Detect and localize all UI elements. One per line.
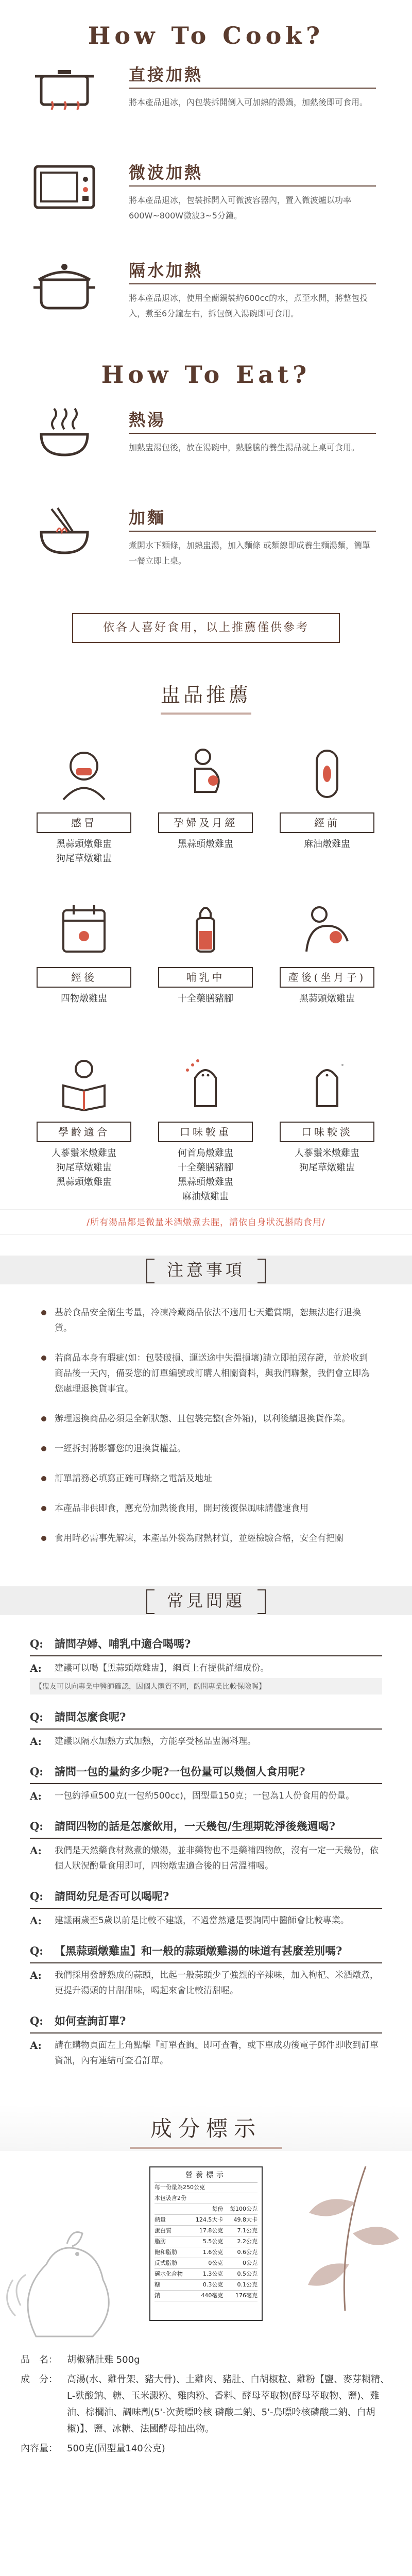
nutrition-area [0, 2161, 412, 2347]
rooster-illustration-icon [5, 2202, 129, 2347]
recommend-tag: 經後 [37, 967, 131, 988]
recommend-cell [145, 745, 266, 879]
faq-question: 請問孕婦、哺乳中適合喝嗎? [55, 1637, 191, 1650]
recommend-item: 狗尾草燉雞盅 [56, 1162, 112, 1173]
recommend-cell [266, 1055, 388, 1189]
nutrition-header: 每份 每100公克 [154, 2204, 258, 2215]
faq-question: 請問一包的量約多少呢?一包份量可以幾個人食用呢? [55, 1765, 305, 1778]
q-label: Q: [30, 1765, 44, 1778]
recommend-tag: 口味較重 [158, 1122, 253, 1142]
q-label: Q: [30, 1890, 44, 1903]
nutrition-table [149, 2166, 263, 2321]
q-label: Q: [30, 1944, 44, 1957]
soup-bowl-icon [31, 406, 98, 463]
divider [129, 531, 376, 532]
nutrition-row: 糖 0.3公克 0.1公克 [154, 2280, 258, 2291]
faq-item [30, 1709, 382, 1749]
notice-item: 辦理退換商品必須是全新狀態、且包裝完整(含外箱)，以利後續退換貨作業。 [41, 1411, 376, 1427]
nutrition-row: 反式脂肪 0公克 0公克 [154, 2258, 258, 2269]
pregnant-woman-icon [177, 745, 234, 802]
recommend-item: 四物燉雞盅 [61, 993, 107, 1004]
method-title: 直接加熱 [129, 65, 203, 84]
faq-answer: 我們是天然藥食材熬煮的燉湯，並非藥物也不是藥補四物飲，沒有一定一天幾份，依個人狀況酌量食用即可，四物燉盅適合後的日常溫補喝。 [55, 1845, 379, 1871]
notice-item: 本產品非供即食，應充份加熱後食用，開封後復保風味請儘速食用 [41, 1501, 376, 1516]
nutrition-serving: 每一份量為250公克 [154, 2184, 205, 2191]
a-label: A: [30, 1662, 42, 1674]
a-label: A: [30, 1735, 42, 1748]
nutrition-servings: 本包裝含2份 [154, 2195, 186, 2201]
recommend-cell [266, 900, 388, 1034]
baby-bottle-icon [177, 900, 234, 957]
recommend-item: 麻油燉雞盅 [182, 1191, 229, 1202]
eat-method-noodle [0, 500, 412, 598]
a-label: A: [30, 1790, 42, 1802]
mother-baby-icon [299, 900, 355, 957]
notice-title: 注意事項 [146, 1259, 266, 1281]
method-title: 隔水加熱 [129, 261, 203, 280]
recommend-cell [23, 745, 145, 879]
faq-answer: 建議以隔水加熱方式加熱，方能享受極品盅湯料理。 [55, 1736, 256, 1747]
cook-method-direct [0, 57, 412, 155]
method-text: 將本產品退冰，包裝拆開入可微波容器內，置入微波爐以功率600W~800W微波3~5分鐘。 [129, 195, 352, 221]
divider [30, 1838, 382, 1839]
rice-wine-warning: /所有湯品都是微量米酒燉煮去腥，請依自身狀況斟酌食用/ [0, 1209, 412, 1235]
recommend-item: 黑蒜頭燉雞盅 [56, 839, 112, 850]
faq-hint: 【盅友可以向專業中醫師確認，因個人體質不同，酌問專業比較保險喔】 [30, 1678, 382, 1694]
nutrition-row: 脂肪 5.5公克 2.2公克 [154, 2236, 258, 2247]
faq-answer: 一包約淨重500克(一包約500cc)，固型量150克；一包為1人份食用的份量。 [55, 1791, 355, 1801]
divider [30, 1655, 382, 1656]
recommend-title: 盅品推薦 [161, 679, 251, 715]
faq-question: 【黑蒜頭燉雞盅】和一般的蒜頭燉雞湯的味道有甚麼差別嗎? [55, 1944, 342, 1957]
recommend-item: 何首烏燉雞盅 [178, 1148, 233, 1159]
steam-pot-icon [31, 257, 98, 313]
faq-question: 請問幼兒是否可以喝呢? [55, 1890, 169, 1903]
divider [30, 1908, 382, 1909]
recommend-tag: 產後(坐月子) [280, 967, 374, 988]
recommend-tag: 經前 [280, 812, 374, 833]
method-text: 煮開水下麵條，加熱盅湯，加入麵條 或麵線即成養生麵湯麵，簡單一餐立即上桌。 [129, 540, 371, 566]
recommend-item: 狗尾草燉雞盅 [56, 853, 112, 864]
divider [30, 1783, 382, 1784]
recommend-tag: 感冒 [37, 812, 131, 833]
recommend-item: 人蔘鬚米燉雞盅 [295, 1148, 359, 1159]
method-title: 微波加熱 [129, 163, 203, 182]
method-text: 將本產品退冰，內包裝拆開倒入可加熱的湯鍋，加熱後即可食用。 [129, 97, 368, 107]
q-label: Q: [30, 1820, 44, 1833]
faq-question: 請問怎麼食呢? [55, 1710, 126, 1723]
product-ingredients: 高湯(水、雞骨架、豬大骨)、土雞肉、豬肚、白胡椒粒、雞粉【鹽、麥芽糊精、L-麩酸鈉、糖、玉米澱粉、雞肉粉、香料、酵母萃取物(酵母萃取物、鹽)、雞油、棕櫚油、調味劑(5'-次黃嘌呤核 磷酸二鈉、5'-鳥嘌呤核磷酸二鈉、白胡椒)】、鹽、冰糖、法國酵母抽出物。 [67, 2374, 390, 2434]
recommend-item: 十全藥膳豬腳 [178, 1162, 233, 1173]
product-weight: 500克(固型量140公克) [67, 2443, 165, 2454]
a-label: A: [30, 2039, 42, 2052]
faq-banner [0, 1586, 412, 1615]
divider [129, 433, 376, 434]
nutrition-row: 飽和脂肪 1.6公克 0.6公克 [154, 2247, 258, 2258]
faq-question: 請問四物的話是怎麼飲用，一天幾包/生理期乾淨後幾週喝? [55, 1820, 335, 1833]
method-text: 將本產品退冰，使用全蘭鍋裝約600cc的水，煮至水開，將整包投入，煮至6分鐘左右，拆包倒入湯碗即可食用。 [129, 293, 368, 318]
notice-item: 食用時必需事先解凍，本產品外袋為耐熱材質，並經檢驗合格，安全有把關 [41, 1531, 376, 1546]
faq-answer: 我們採用發酵熟成的蒜頭，比起一般蒜頭少了強烈的辛辣味，加入枸杞、米酒燉煮，更提升湯頭的甘甜甜味，喝起來會比較清甜喔。 [55, 1970, 379, 1996]
recommend-item: 麻油燉雞盅 [304, 839, 350, 850]
divider [129, 88, 376, 89]
herb-illustration-icon [283, 2161, 407, 2316]
recommend-cell [23, 900, 145, 1034]
notice-item: 一經拆封將影響您的退換貨權益。 [41, 1441, 376, 1456]
product-weight-row: 內容量： 500克(固型量140公克) [21, 2443, 165, 2454]
faq-answer: 請在購物頁面左上角點擊『訂單查詢』即可查看，或下單成功後電子郵件即收到訂單資訊，內有連結可查看訂單。 [55, 2040, 379, 2066]
product-ingredients-row: 成 分： 高湯(水、雞骨架、豬大骨)、土雞肉、豬肚、白胡椒粒、雞粉【鹽、麥芽糊精、L-麩酸鈉、糖、玉米澱粉、雞肉粉、香料、酵母萃取物(酵母萃取物、鹽)、雞油、棕櫚油、調味劑(5'-次黃嘌呤核 磷酸二鈉、5'-鳥嘌呤核磷酸二鈉、白胡椒)】、鹽、冰糖、法國酵母抽出物。 [21, 2374, 390, 2434]
divider [129, 185, 376, 187]
divider [30, 2032, 382, 2033]
faq-list [0, 1615, 412, 2069]
calendar-icon [56, 900, 112, 957]
usage-note: 依各人喜好食用，以上推薦僅供參考 [72, 613, 340, 643]
microwave-icon [31, 159, 98, 215]
notice-item: 若商品本身有瑕疵(如：包裝破損、運送途中失溫損壞)請立即拍照存證，並於收到商品後一天內，備妥您的訂單編號或訂購人相關資料，與我們聯繫，我們會立即為您處理退換貨事宜。 [41, 1350, 376, 1397]
cook-method-microwave [0, 155, 412, 252]
faq-answer: 建議可以喝【黑蒜頭燉雞盅】，網頁上有提供詳細成份。 [55, 1663, 269, 1673]
method-title: 熱湯 [129, 410, 166, 430]
q-label: Q: [30, 1637, 44, 1650]
q-label: Q: [30, 1710, 44, 1723]
nutrition-row: 熱量 124.5大卡 49.8大卡 [154, 2215, 258, 2226]
recommend-header [0, 679, 412, 715]
student-reading-icon [56, 1055, 112, 1111]
pot-on-stove-icon [31, 61, 98, 117]
faq-title: 常見問題 [146, 1589, 266, 1612]
recommend-item: 十全藥膳豬腳 [178, 993, 233, 1004]
nutrition-row: 碳水化合物 1.3公克 0.5公克 [154, 2269, 258, 2280]
recommend-grid [0, 745, 412, 1209]
recommend-tag: 學齡適合 [37, 1122, 131, 1142]
nutrition-title: 營養標示 [154, 2170, 258, 2182]
faq-item [30, 1636, 382, 1694]
a-label: A: [30, 1969, 42, 1981]
divider [129, 283, 376, 284]
nutrition-row: 蛋白質 17.8公克 7.1公克 [154, 2226, 258, 2236]
recommend-item: 黑蒜頭燉雞盅 [56, 1177, 112, 1188]
a-label: A: [30, 1844, 42, 1857]
recommend-cell [23, 1055, 145, 1189]
how-to-cook-title: How To Cook? [88, 22, 324, 49]
faq-item [30, 1818, 382, 1874]
q-label: Q: [30, 2014, 44, 2027]
recommend-item: 黑蒜頭燉雞盅 [178, 1177, 233, 1188]
recommend-item: 黑蒜頭燉雞盅 [178, 839, 233, 850]
recommend-cell [145, 900, 266, 1034]
pad-icon [299, 745, 355, 802]
divider [30, 1962, 382, 1963]
recommend-cell [145, 1055, 266, 1202]
nutrition-row: 鈉 440毫克 176毫克 [154, 2291, 258, 2301]
recommend-tag: 孕婦及月經 [158, 812, 253, 833]
recommend-tag: 口味較淡 [280, 1122, 374, 1142]
ingredients-banner [0, 2105, 412, 2151]
product-name-row: 品 名： 胡椒豬肚雞 500g [21, 2354, 140, 2365]
divider [30, 1728, 382, 1730]
method-text: 加熱盅湯包後，放在湯碗中，熱騰騰的養生湯品就上桌可食用。 [129, 443, 360, 452]
faq-item [30, 1764, 382, 1804]
faq-answer: 建議兩歲至5歲以前是比較不建議，不過當然還是要詢問中醫師會比較專業。 [55, 1916, 349, 1926]
method-title: 加麵 [129, 508, 166, 528]
how-to-eat-title: How To Eat? [101, 361, 311, 388]
recommend-cell [266, 745, 388, 879]
sick-person-icon [56, 745, 112, 802]
ingredients-title: 成分標示 [130, 2105, 282, 2149]
recommend-tag: 哺乳中 [158, 967, 253, 988]
notice-banner [0, 1256, 412, 1284]
faq-item [30, 2013, 382, 2069]
product-info [0, 2347, 412, 2457]
faq-question: 如何查詢訂單? [55, 2014, 126, 2027]
recommend-item: 人蔘鬚米燉雞盅 [52, 1148, 116, 1159]
notice-list [0, 1284, 412, 1566]
notice-item: 訂單請務必填寫正確可聯絡之電話及地址 [41, 1471, 376, 1486]
recommend-item: 黑蒜頭燉雞盅 [299, 993, 355, 1004]
eat-method-soup [0, 402, 412, 500]
light-shaker-icon [299, 1055, 355, 1111]
product-name: 胡椒豬肚雞 500g [67, 2354, 140, 2365]
cook-method-steam [0, 252, 412, 350]
noodle-bowl-icon [31, 504, 98, 561]
notice-item: 基於食品安全衛生考量，冷凍冷藏商品依法不適用七天鑑賞期，恕無法進行退換貨。 [41, 1305, 376, 1336]
faq-item [30, 1888, 382, 1928]
faq-item [30, 1943, 382, 1998]
a-label: A: [30, 1914, 42, 1927]
recommend-item: 狗尾草燉雞盅 [299, 1162, 355, 1173]
salt-shaker-icon [177, 1055, 234, 1111]
